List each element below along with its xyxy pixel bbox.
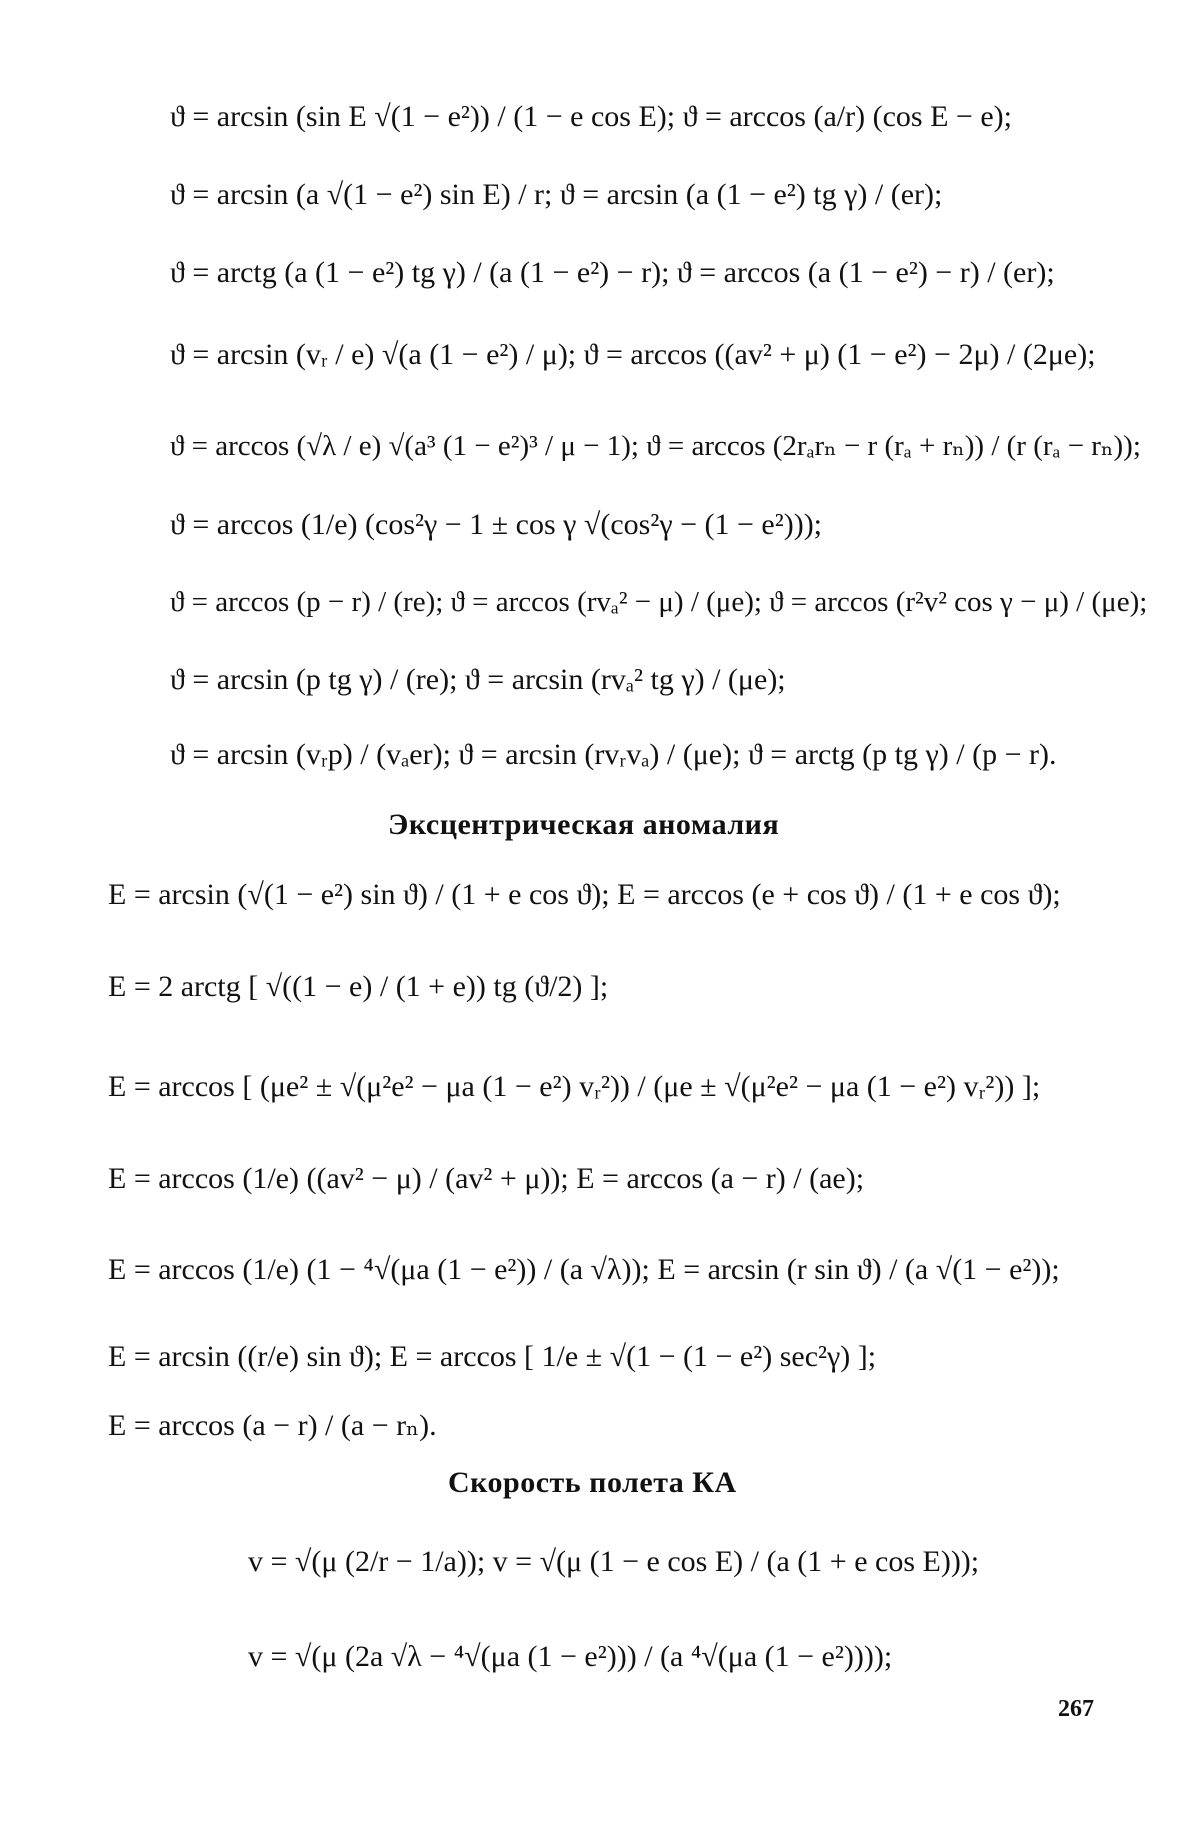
formula-v-2 (248, 1640, 892, 1674)
formula-text: E = arcsin (√(1 − e²) sin ϑ) / (1 + e cos ϑ); E = arccos (e + cos ϑ) / (1 + e cos ϑ); (108, 878, 1061, 911)
formula-text: ϑ = arcsin (vᵣp) / (vₐer); ϑ = arcsin (rvᵣvₐ) / (μe); ϑ = arctg (p tg γ) / (p − r). (170, 738, 1057, 771)
formula-v-1 (248, 1545, 979, 1579)
formula-text: ϑ = arcsin (a √(1 − e²) sin E) / r; ϑ = arcsin (a (1 − e²) tg γ) / (er); (170, 178, 943, 211)
formula-theta-2 (170, 178, 942, 212)
formula-theta-5 (170, 428, 1141, 463)
formula-E-5 (108, 1253, 1060, 1287)
formula-text: E = arccos (1/e) (1 − ⁴√(μa (1 − e²)) / (a √λ)); E = arcsin (r sin ϑ) / (a √(1 − e²)); (108, 1253, 1060, 1286)
page-number: 267 (1058, 1696, 1094, 1722)
section-heading-velocity: Скорость полета КА (448, 1466, 737, 1499)
section-heading-eccentric-anomaly: Эксцентрическая аномалия (388, 808, 780, 841)
formula-text: v = √(μ (2a √λ − ⁴√(μa (1 − e²))) / (a ⁴√(μa (1 − e²)))); (248, 1640, 893, 1673)
formula-text: ϑ = arcsin (p tg γ) / (re); ϑ = arcsin (rvₐ² tg γ) / (μe); (170, 663, 786, 696)
formula-text: v = √(μ (2/r − 1/a)); v = √(μ (1 − e cos E) / (a (1 + e cos E))); (248, 1545, 980, 1578)
formula-text: E = arcsin ((r/e) sin ϑ); E = arccos [ 1/e ± √(1 − (1 − e²) sec²γ) ]; (108, 1340, 877, 1373)
formula-text: E = arccos (1/e) ((av² − μ) / (av² + μ)); E = arccos (a − r) / (ae); (108, 1162, 865, 1195)
formula-theta-9 (170, 738, 1056, 772)
formula-E-1 (108, 878, 1061, 912)
formula-text: ϑ = arctg (a (1 − e²) tg γ) / (a (1 − e²) − r); ϑ = arccos (a (1 − e²) − r) / (er); (170, 256, 1055, 289)
formula-theta-4 (170, 338, 1096, 372)
formula-E-4 (108, 1162, 864, 1196)
formula-theta-6 (170, 508, 822, 542)
formula-text: ϑ = arccos (√λ / e) √(a³ (1 − e²)³ / μ − 1); ϑ = arccos (2rₐrₙ − r (rₐ + rₙ)) / (r (rₐ − rₙ)); (170, 430, 1141, 462)
formula-text: ϑ = arccos (1/e) (cos²γ − 1 ± cos γ √(cos²γ − (1 − e²))); (170, 508, 823, 541)
formula-E-7 (108, 1408, 437, 1443)
formula-theta-3 (170, 256, 1055, 290)
formula-E-3 (108, 1070, 1040, 1104)
formula-theta-1 (170, 100, 1012, 134)
formula-text: ϑ = arcsin (sin E √(1 − e²)) / (1 − e cos E); ϑ = arccos (a/r) (cos E − e); (170, 100, 1012, 133)
formula-text: E = arccos [ (μe² ± √(μ²e² − μa (1 − e²) vᵣ²)) / (μe ± √(μ²e² − μa (1 − e²) vᵣ²)) ]; (108, 1070, 1041, 1103)
formula-theta-7 (170, 586, 1147, 619)
formula-text: E = arccos (a − r) / (a − rₙ). (108, 1409, 437, 1442)
formula-theta-8 (170, 663, 786, 697)
formula-text: ϑ = arcsin (vᵣ / e) √(a (1 − e²) / μ); ϑ = arccos ((av² + μ) (1 − e²) − 2μ) / (2μe); (170, 338, 1096, 371)
formula-E-6 (108, 1340, 876, 1374)
formula-text: E = 2 arctg [ √((1 − e) / (1 + e)) tg (ϑ/2) ]; (108, 970, 609, 1003)
formula-text: ϑ = arccos (p − r) / (re); ϑ = arccos (rvₐ² − μ) / (μe); ϑ = arccos (r²v² cos γ − μ) / (μe); (170, 586, 1148, 618)
formula-E-2 (108, 970, 608, 1004)
